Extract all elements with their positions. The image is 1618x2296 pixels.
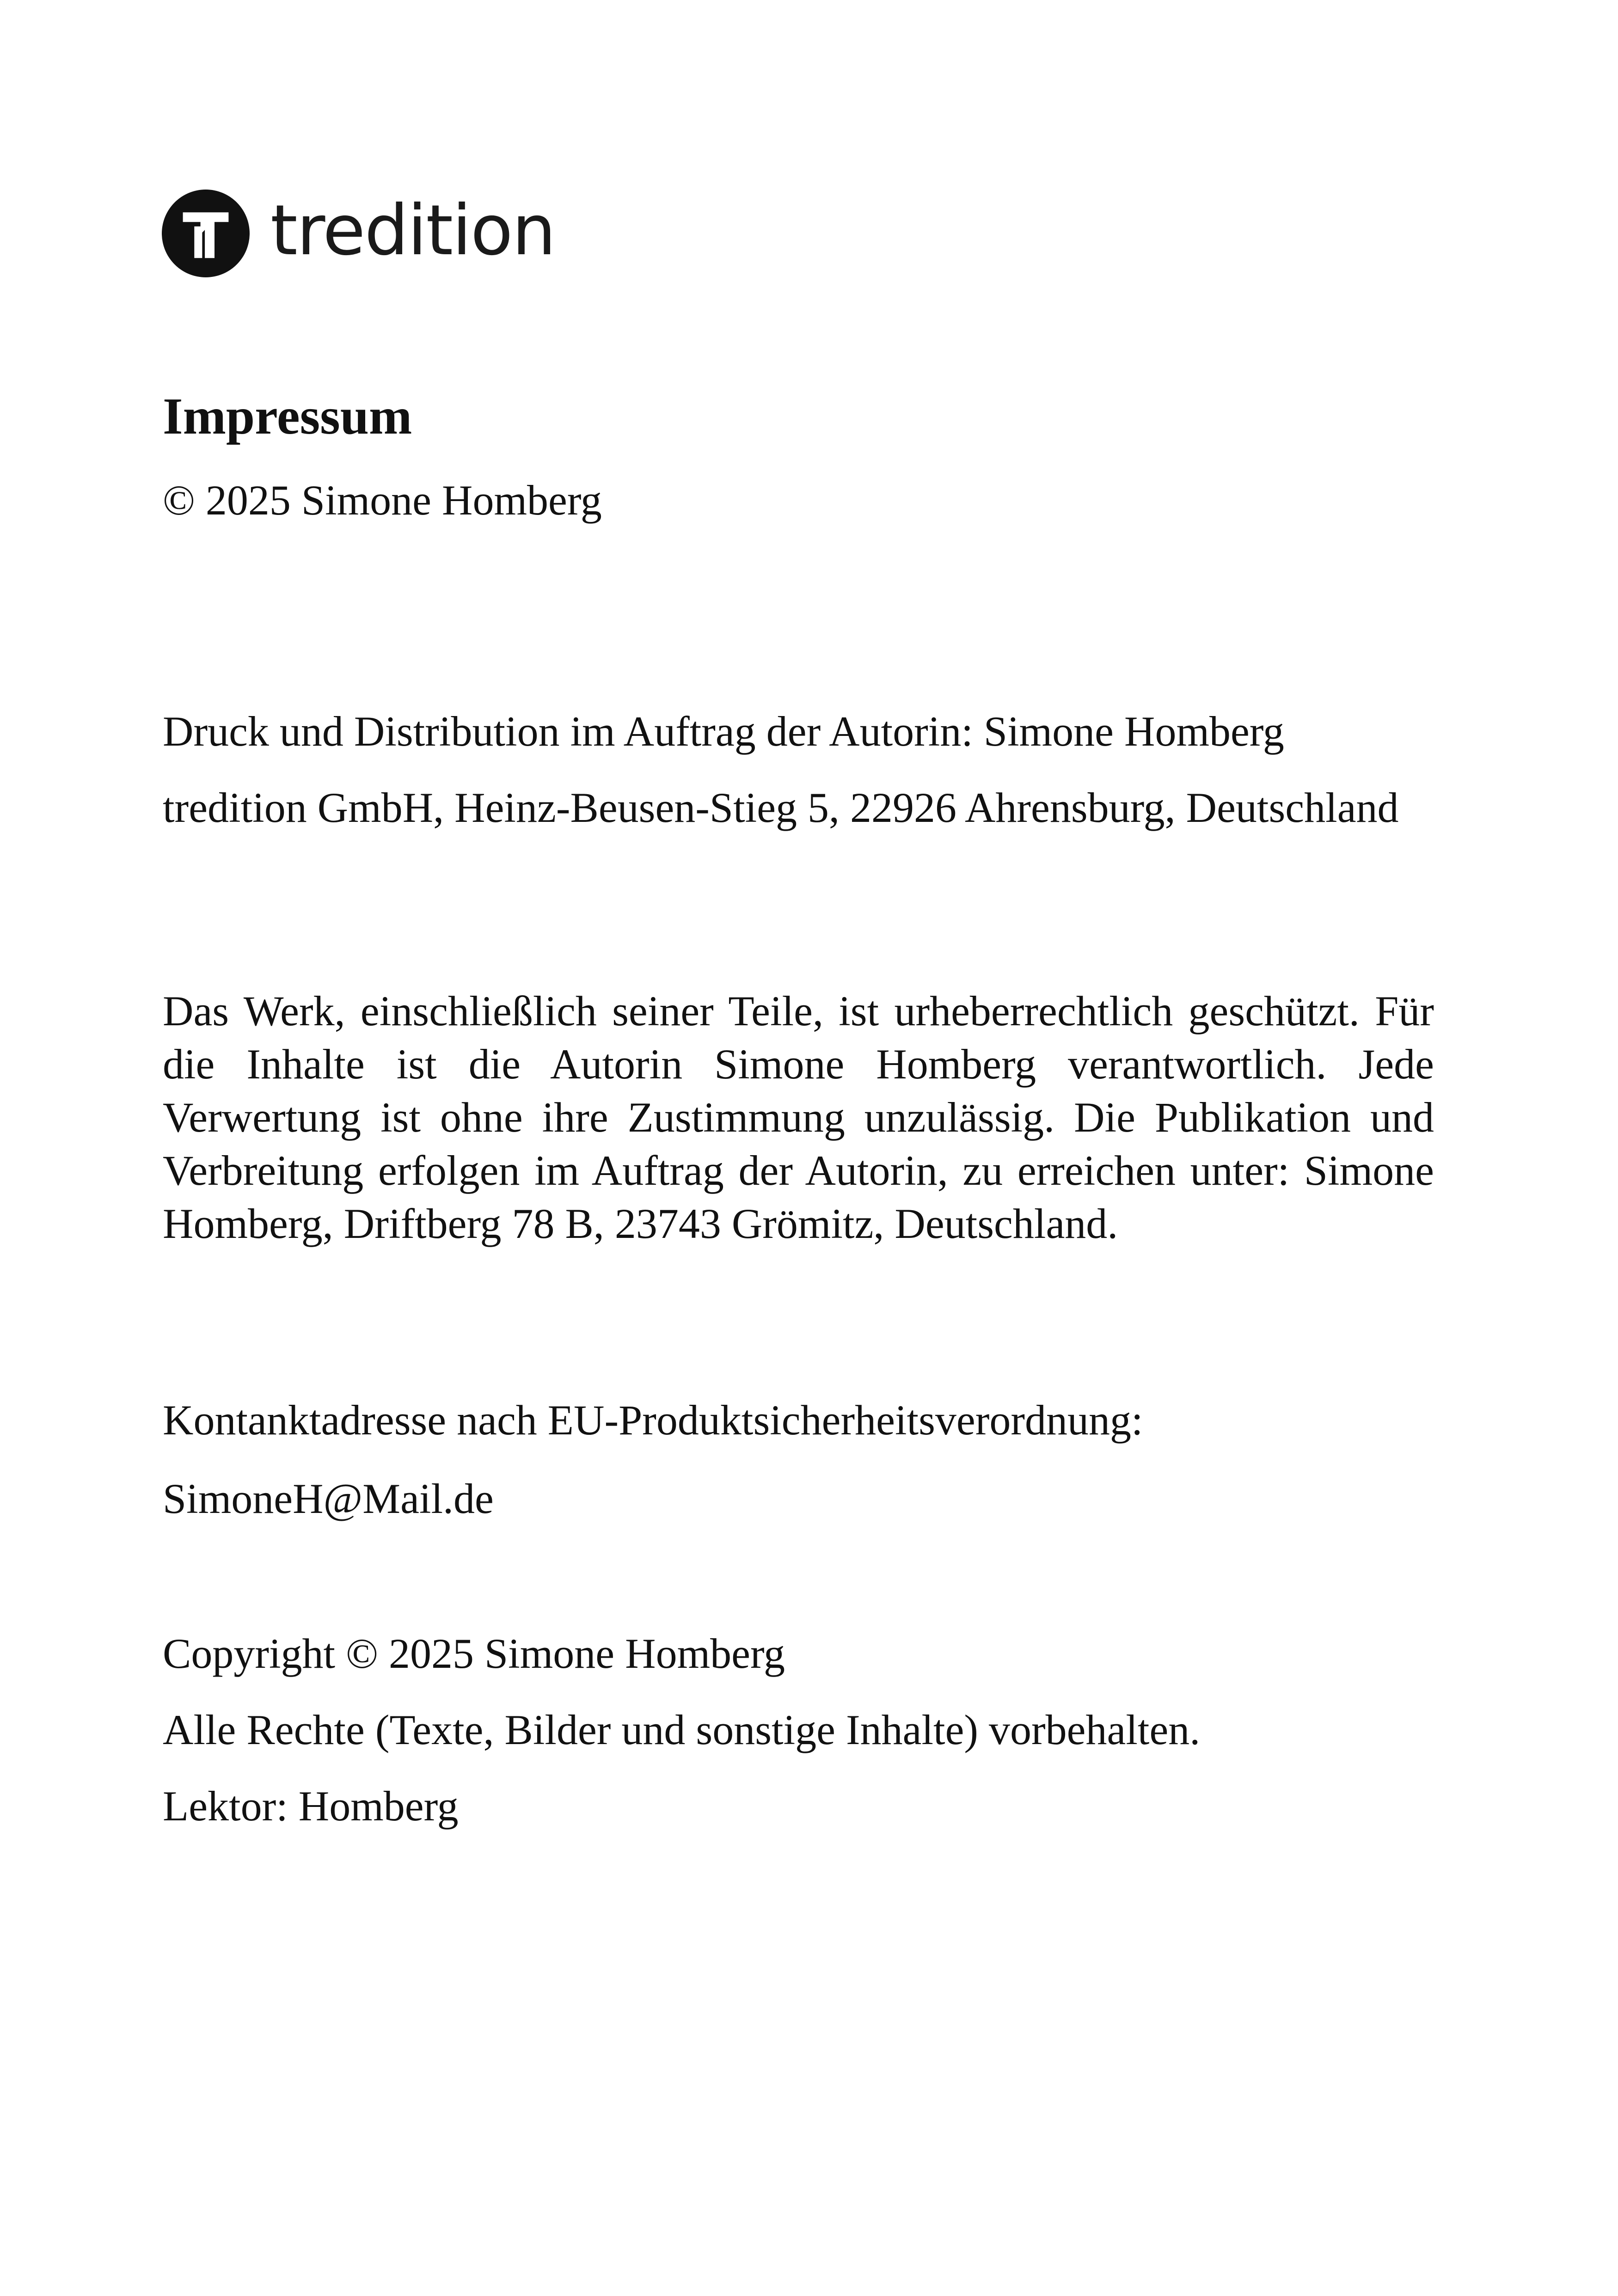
- rights-reserved-line: Alle Rechte (Texte, Bilder und sonstige Inhalte) vorbehalten.: [163, 1706, 1201, 1753]
- copyright-line: © 2025 Simone Homberg: [163, 477, 602, 524]
- editor-line: Lektor: Homberg: [163, 1782, 459, 1830]
- print-distribution-line: Druck und Distribution im Auftrag der Autorin: Simone Homberg: [163, 708, 1284, 755]
- contact-address-label: Kontanktadresse nach EU-Produktsicherheitsverordnung:: [163, 1396, 1143, 1444]
- contact-email: SimoneH@Mail.de: [163, 1475, 494, 1522]
- copyright-full-line: Copyright © 2025 Simone Homberg: [163, 1630, 785, 1677]
- publisher-address: tredition GmbH, Heinz-Beusen-Stieg 5, 22926 Ahrensburg, Deutschland: [163, 784, 1399, 831]
- publisher-logo: [162, 187, 555, 280]
- tredition-logo-icon: [162, 190, 250, 277]
- publisher-logo-text: tredition: [270, 190, 555, 271]
- copyright-notice-paragraph: Das Werk, einschließlich seiner Teile, ist urheberrechtlich geschützt. Für die Inhalte ist die Autorin Simone Homberg verantwortlich. Jede Verwertung ist ohne ihre Zustimmung unzulässig. Die Publikation und Verbreitung erfolgen im Auftrag der Autorin, zu erreichen unter: Simone Homberg, Driftberg 78 B, 23743 Grömitz, Deutschland.: [163, 987, 1434, 1247]
- page-title: Impressum: [163, 388, 412, 445]
